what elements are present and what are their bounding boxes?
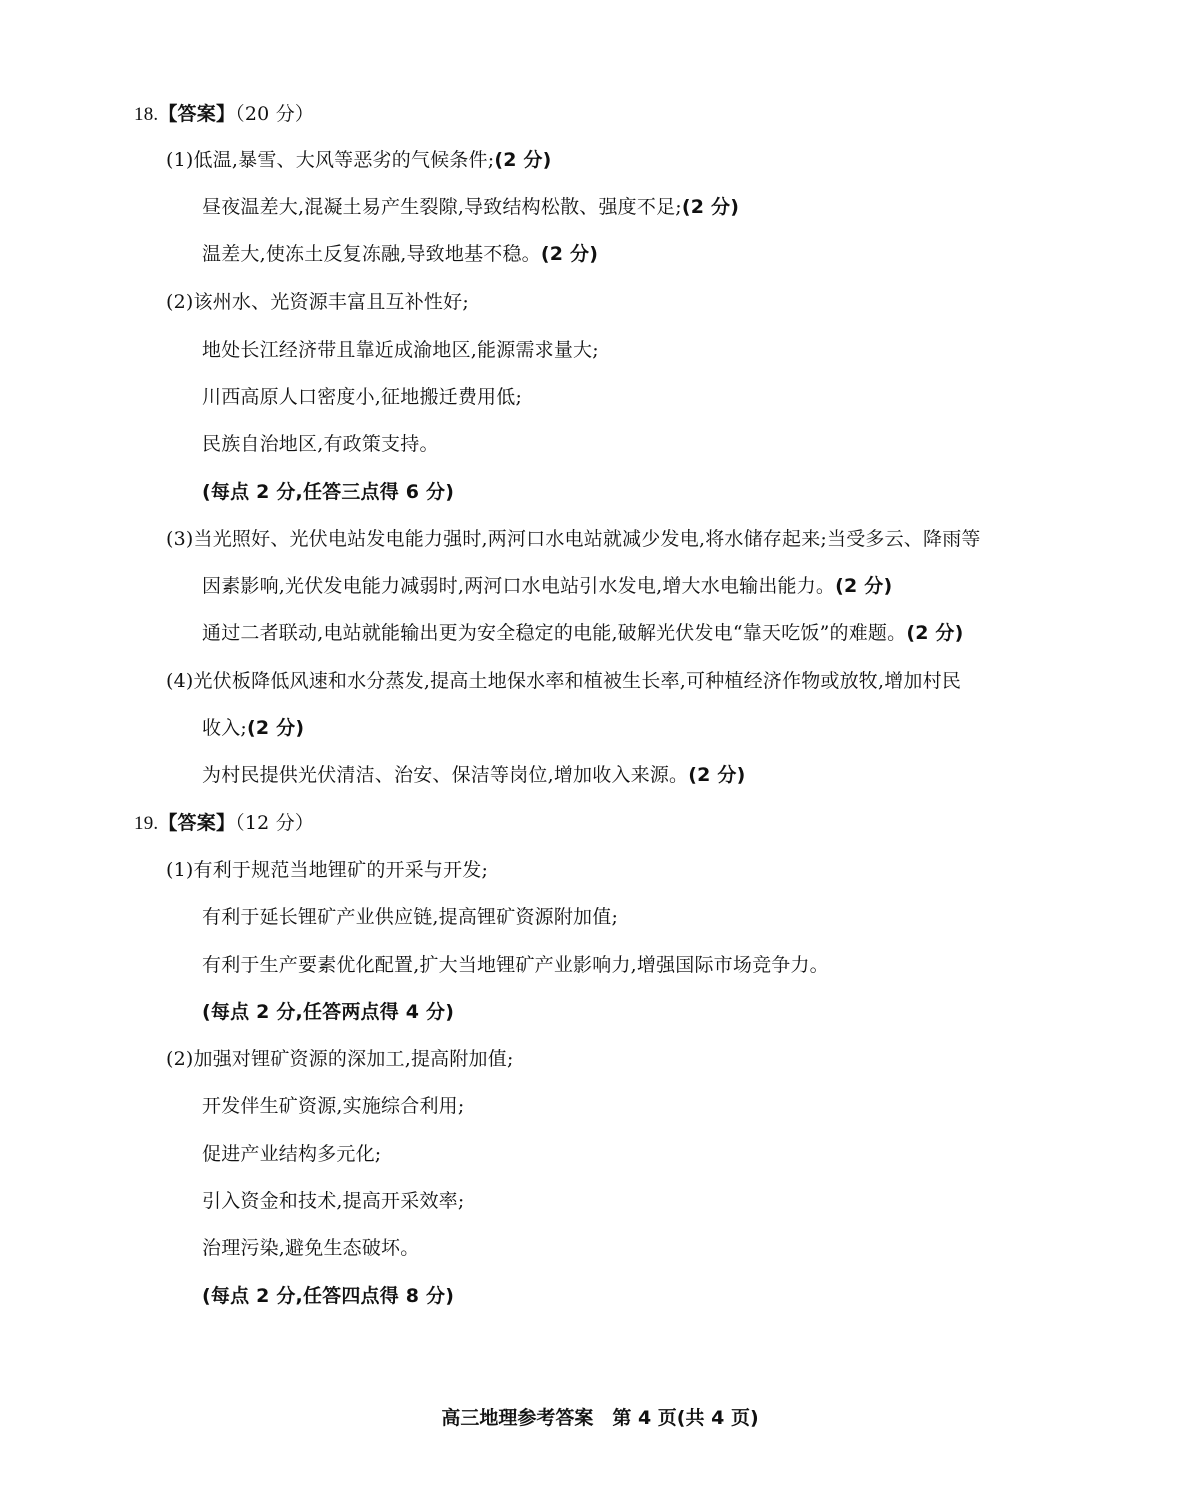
- q18-p1-line3-text: 温差大,使冻土反复冻融,导致地基不稳。: [202, 243, 541, 265]
- q18-p1-line1-score: (2 分): [494, 149, 552, 171]
- q18-p4-line3: [202, 763, 745, 787]
- q18-p4-line2-score: (2 分): [247, 717, 305, 739]
- q19-p1-line1: (1)有利于规范当地锂矿的开采与开发;: [166, 859, 489, 881]
- q18-p4-line3-score: (2 分): [688, 764, 746, 786]
- q18-p3-line2-score: (2 分): [835, 575, 893, 597]
- q19-p2-scoring-note: (每点 2 分,任答四点得 8 分): [202, 1285, 455, 1307]
- q18-p2-line2: 地处长江经济带且靠近成渝地区,能源需求量大;: [202, 339, 599, 361]
- q18-p1-line3-score: (2 分): [540, 243, 599, 265]
- q18-p2-line4: 民族自治地区,有政策支持。: [202, 433, 439, 455]
- q18-answer-tag: 【答案】: [158, 103, 236, 125]
- q18-p3-line3: [202, 621, 964, 645]
- q18-p3-line2: [202, 574, 892, 598]
- q19-p2-line3: 促进产业结构多元化;: [202, 1143, 382, 1165]
- q18-p3-line3-score: (2 分): [906, 622, 964, 644]
- q18-p4-line3-text: 为村民提供光伏清洁、治安、保洁等岗位,增加收入来源。: [202, 764, 689, 786]
- q19-p2-line4: 引入资金和技术,提高开采效率;: [202, 1190, 465, 1212]
- q19-answer-tag: 【答案】: [158, 812, 236, 834]
- q18-p1-line1-text: (1)低温,暴雪、大风等恶劣的气候条件;: [166, 149, 495, 171]
- q19-p2-line5: 治理污染,避免生态破坏。: [202, 1237, 420, 1259]
- q18-p4-line1: (4)光伏板降低风速和水分蒸发,提高土地保水率和植被生长率,可种植经济作物或放牧,增加村民: [166, 670, 962, 692]
- q19-p2-line2: 开发伴生矿资源,实施综合利用;: [202, 1095, 465, 1117]
- q18-p3-line2-text: 因素影响,光伏发电能力减弱时,两河口水电站引水发电,增大水电输出能力。: [202, 575, 836, 597]
- q18-p1-line2-score: (2 分): [681, 196, 740, 218]
- q19-header: [134, 811, 314, 836]
- q19-total-score: （12 分）: [235, 812, 315, 834]
- q18-total-score: （20 分）: [235, 103, 315, 125]
- q18-number: 18.: [134, 104, 159, 125]
- q19-p1-line2: 有利于延长锂矿产业供应链,提高锂矿资源附加值;: [202, 906, 619, 928]
- q18-p2-line3: 川西高原人口密度小,征地搬迁费用低;: [202, 386, 523, 408]
- q18-p1-line3: [202, 242, 598, 266]
- q18-p1-line2: [202, 195, 739, 219]
- q18-p3-line1: (3)当光照好、光伏电站发电能力强时,两河口水电站就减少发电,将水储存起来;当受多云、降雨等: [166, 528, 981, 550]
- q18-p1-line2-text: 昼夜温差大,混凝土易产生裂隙,导致结构松散、强度不足;: [202, 196, 682, 218]
- q18-p4-line2-text: 收入;: [202, 717, 248, 739]
- q19-p1-scoring-note: (每点 2 分,任答两点得 4 分): [202, 1001, 455, 1023]
- q18-p3-line3-text: 通过二者联动,电站就能输出更为安全稳定的电能,破解光伏发电“靠天吃饭”的难题。: [202, 622, 907, 644]
- q19-p2-line1: (2)加强对锂矿资源的深加工,提高附加值;: [166, 1048, 514, 1070]
- q19-p1-line3: 有利于生产要素优化配置,扩大当地锂矿产业影响力,增强国际市场竞争力。: [202, 954, 829, 976]
- q18-header: [134, 102, 314, 127]
- q18-p2-scoring-note: (每点 2 分,任答三点得 6 分): [202, 481, 455, 503]
- q18-p4-line2: [202, 716, 304, 740]
- q18-p2-line1: (2)该州水、光资源丰富且互补性好;: [166, 291, 469, 313]
- q19-number: 19.: [134, 813, 159, 834]
- page-footer: 高三地理参考答案 第 4 页(共 4 页): [441, 1407, 759, 1429]
- q18-p1-line1: [166, 148, 552, 172]
